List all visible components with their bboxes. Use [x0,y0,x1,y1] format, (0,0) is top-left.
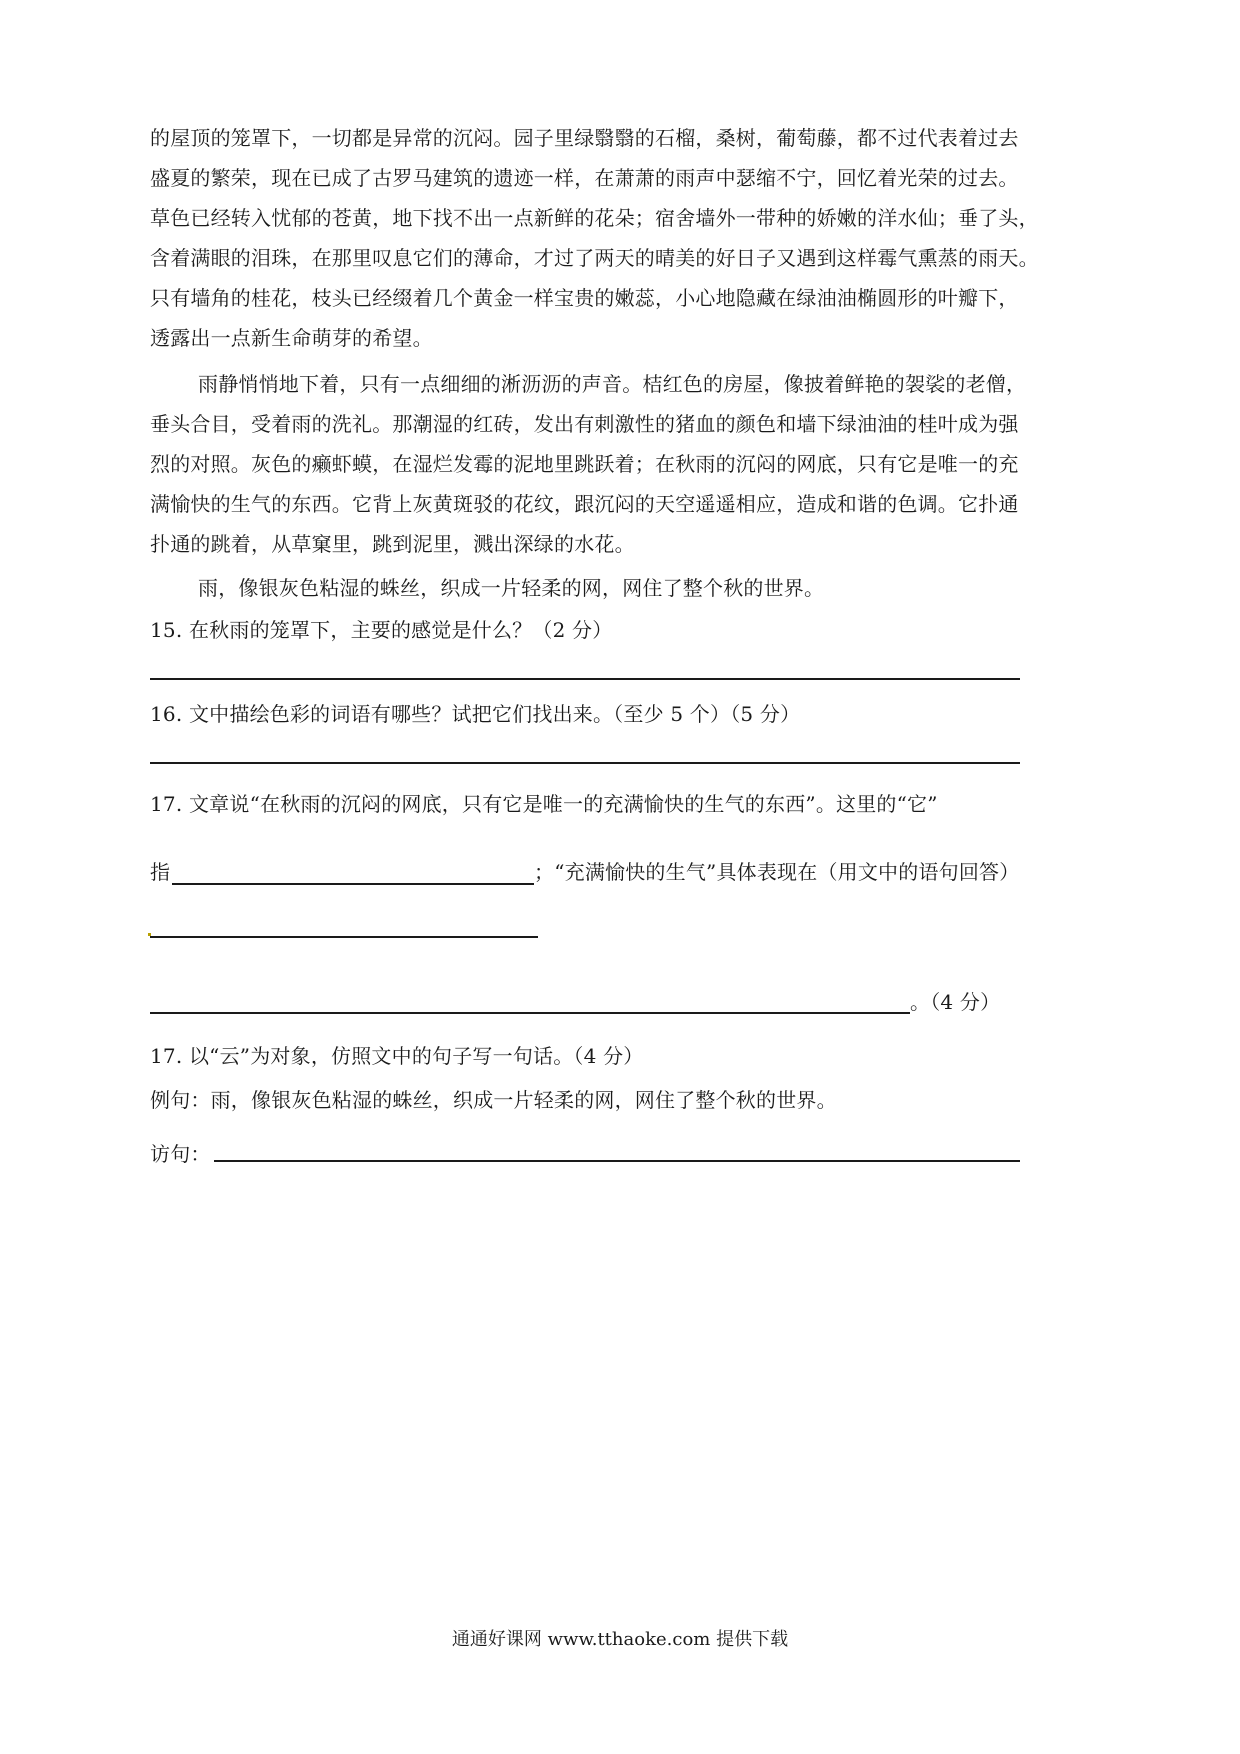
passage-line: 雨，像银灰色粘湿的蛛丝，织成一片轻柔的网，网住了整个秋的世界。 [198,576,825,600]
passage-line: 烈的对照。灰色的癞虾蟆，在湿烂发霉的泥地里跳跃着；在秋雨的沉闷的网底，只有它是唯一的充 [150,452,1019,476]
answer-blank-17-line2[interactable] [150,1012,910,1014]
question-17b: 17. 以“云”为对象，仿照文中的句子写一句话。（4 分） [150,1044,644,1068]
passage-line: 扑通的跳着，从草窠里，跳到泥里，溅出深绿的水花。 [150,532,635,556]
passage-line: 的屋顶的笼罩下，一切都是异常的沉闷。园子里绿翳翳的石榴，桑树，葡萄藤，都不过代表着过去 [150,126,1019,150]
passage-line: 只有墙角的桂花，枝头已经缀着几个黄金一样宝贵的嫩蕊，小心地隐藏在绿油油椭圆形的叶瓣下， [150,286,1019,310]
question-17-mid: ；“充满愉快的生气”具体表现在（用文中的语句回答） [534,860,1020,884]
question-17-suffix: 。（4 分） [910,990,1001,1014]
example-sentence: 例句：雨，像银灰色粘湿的蛛丝，织成一片轻柔的网，网住了整个秋的世界。 [150,1088,837,1112]
passage-line: 满愉快的生气的东西。它背上灰黄斑驳的花纹，跟沉闷的天空遥遥相应，造成和谐的色调。它扑通 [150,492,1019,516]
question-17-it: 17. 文章说“在秋雨的沉闷的网底，只有它是唯一的充满愉快的生气的东西”。这里的“它” [150,792,938,816]
passage-line: 含着满眼的泪珠，在那里叹息它们的薄命，才过了两天的晴美的好日子又遇到这样霉气熏蒸的雨天。 [150,246,1039,270]
page-footer: 通通好课网 www.tthaoke.com 提供下载 [451,1629,789,1650]
passage-line: 透露出一点新生命萌芽的希望。 [150,326,433,350]
answer-blank-15[interactable] [150,678,1020,680]
passage-line: 盛夏的繁荣，现在已成了古罗马建筑的遗迹一样，在萧萧的雨声中瑟缩不宁，回忆着光荣的过去。 [150,166,1019,190]
question-17-prefix: 指 [150,860,171,884]
passage-line: 垂头合目，受着雨的洗礼。那潮湿的红砖，发出有刺激性的猪血的颜色和墙下绿油油的桂叶成为强 [150,412,1019,436]
answer-blank-imitation[interactable] [214,1160,1020,1162]
passage-line: 雨静悄悄地下着，只有一点细细的淅沥沥的声音。桔红色的房屋，像披着鲜艳的袈裟的老僧， [198,372,1027,396]
passage-line: 草色已经转入忧郁的苍黄，地下找不出一点新鲜的花朵；宿舍墙外一带种的娇嫩的洋水仙；垂了头， [150,206,1039,230]
answer-blank-17-it[interactable] [172,883,534,885]
question-16: 16. 文中描绘色彩的词语有哪些？试把它们找出来。（至少 5 个）（5 分） [150,702,801,726]
imitation-prefix: 访句： [150,1142,211,1166]
answer-blank-17-line1[interactable] [150,936,538,938]
question-15: 15. 在秋雨的笼罩下，主要的感觉是什么？（2 分） [150,618,613,642]
answer-blank-16[interactable] [150,762,1020,764]
